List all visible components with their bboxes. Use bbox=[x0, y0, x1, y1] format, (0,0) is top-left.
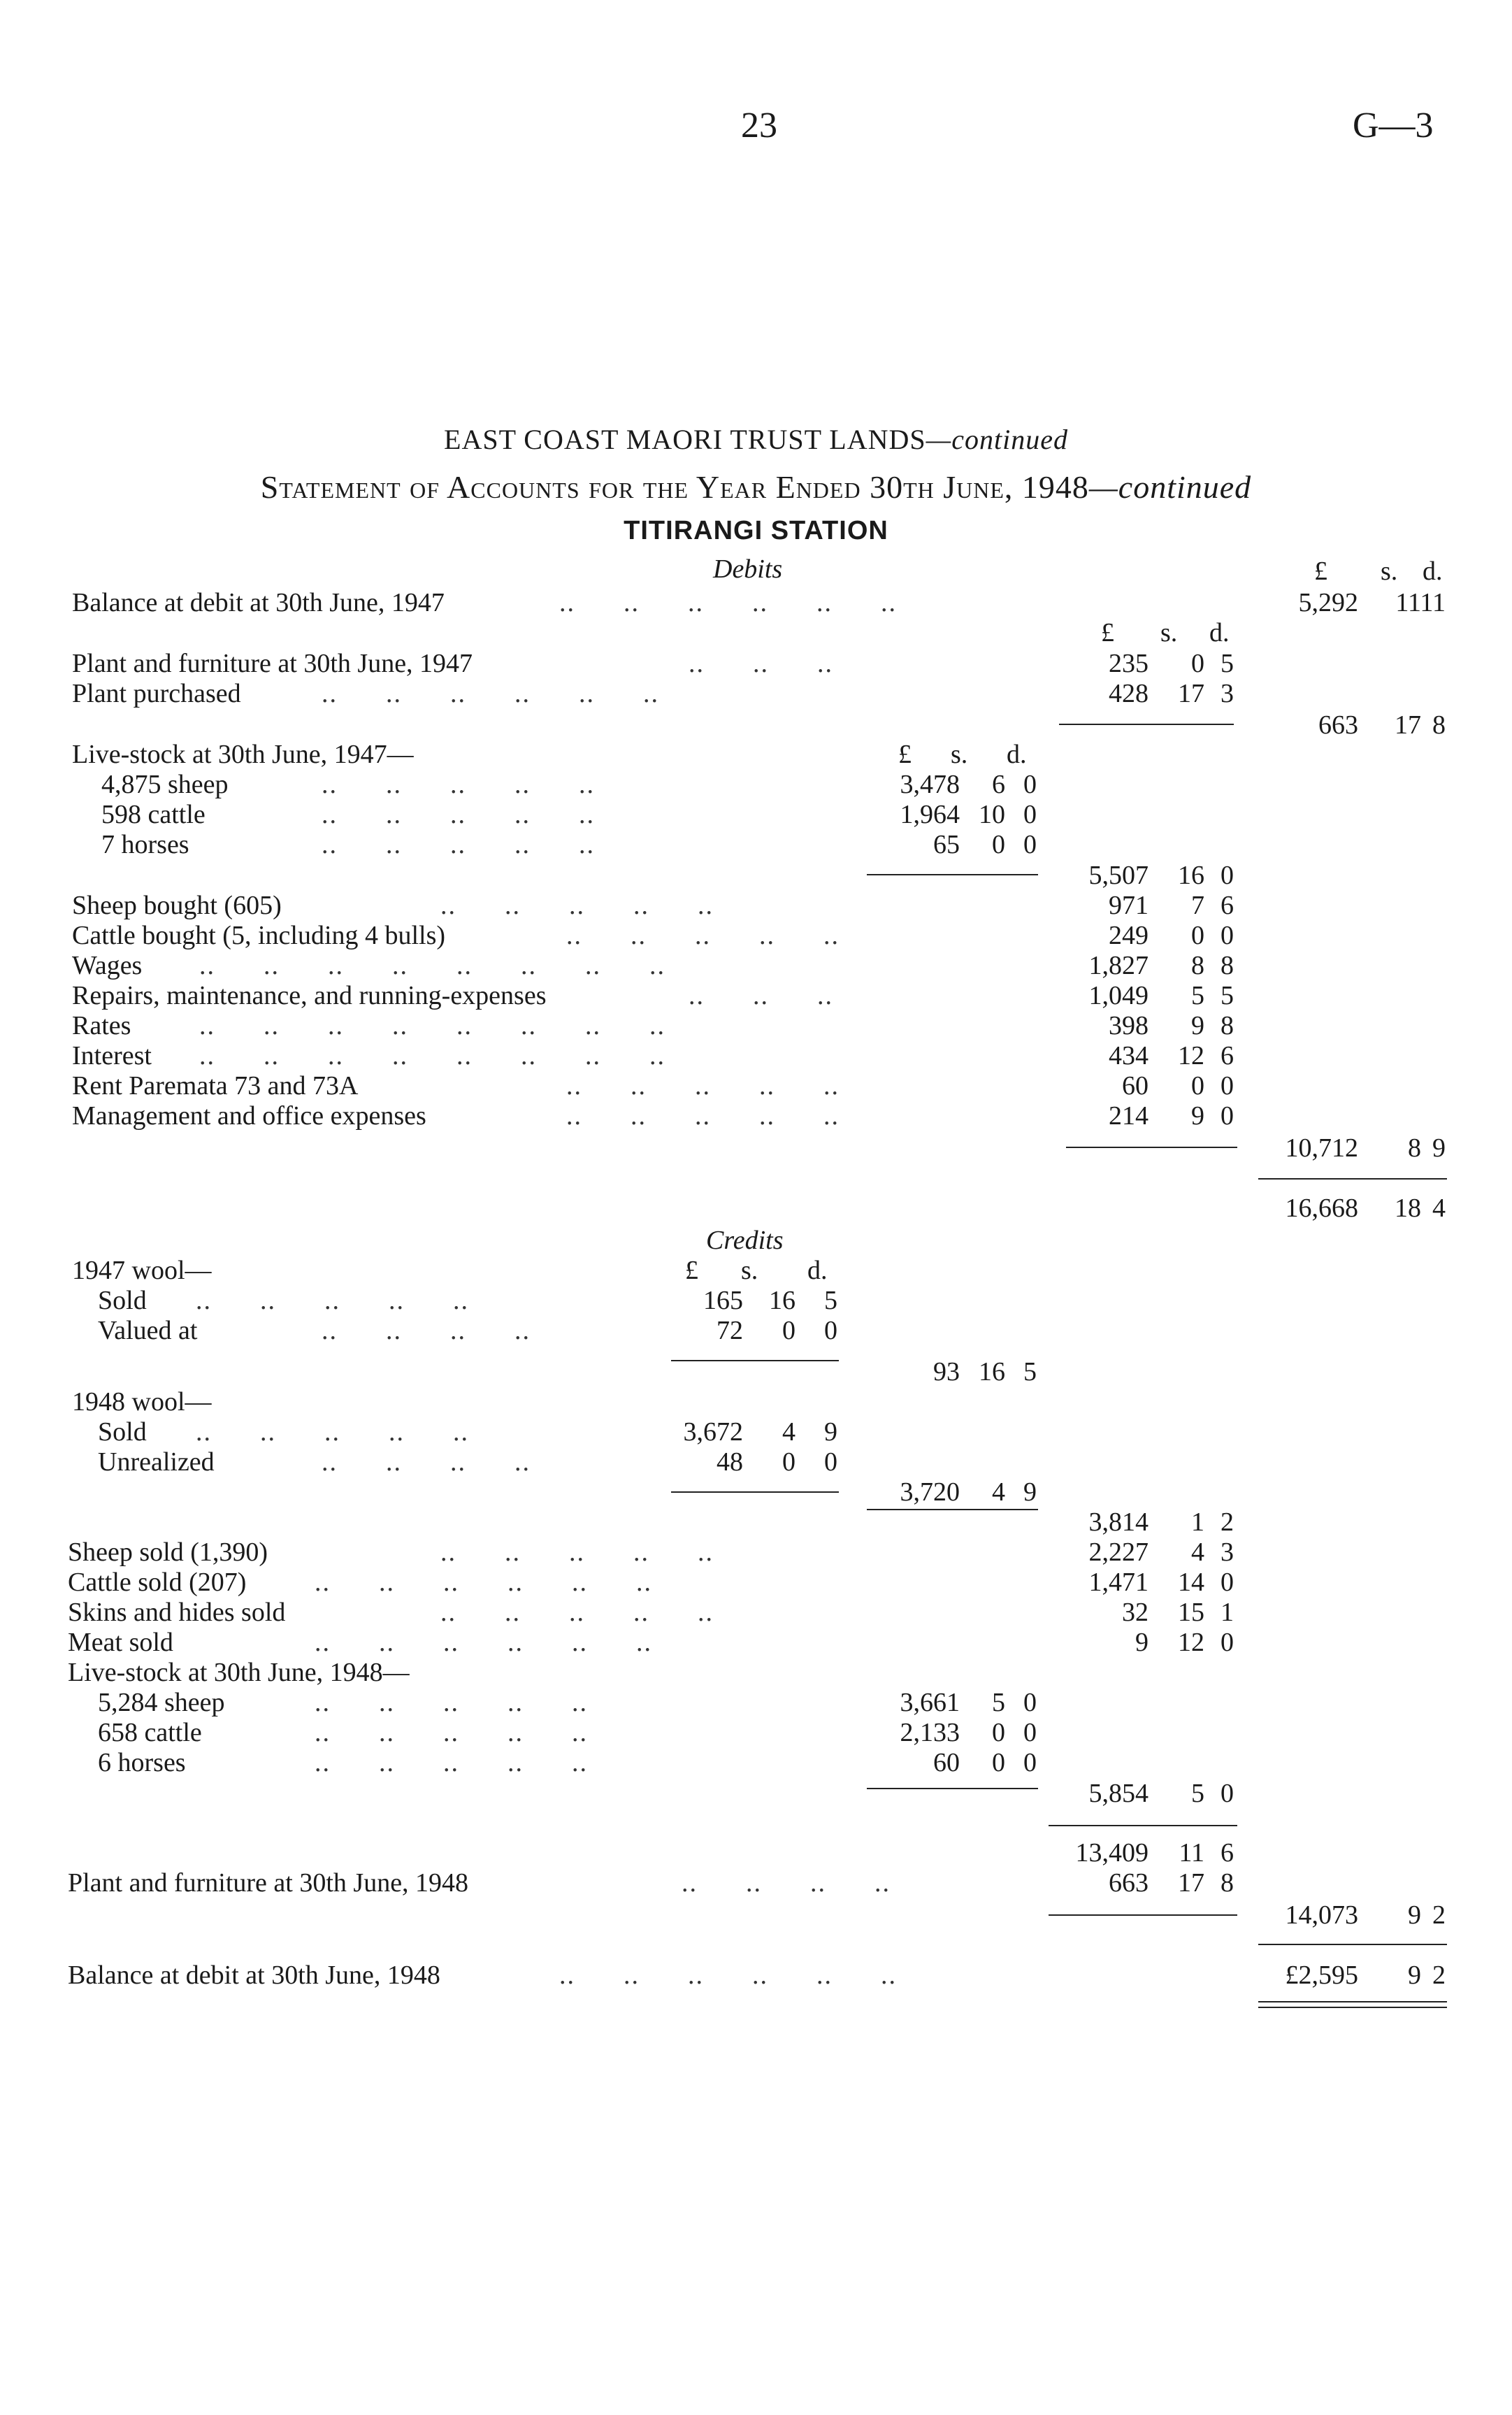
amount-pounds: 5,507 bbox=[1088, 861, 1149, 890]
amount-pounds: 3,478 bbox=[900, 770, 960, 799]
amount-pence: 5 bbox=[1221, 981, 1234, 1010]
amount-pence: 9 bbox=[1432, 1133, 1446, 1163]
leader-dots: .. .. .. .. .. bbox=[322, 800, 595, 829]
amount-shillings: 11 bbox=[1179, 1838, 1204, 1868]
balance-1947-label: Balance at debit at 30th June, 1947 bbox=[72, 588, 445, 617]
col5-pence-header: d. bbox=[1423, 557, 1443, 586]
title-main: EAST COAST MAORI TRUST LANDS bbox=[444, 424, 926, 455]
amount-shillings: 16 bbox=[769, 1286, 795, 1315]
amount-shillings: 15 bbox=[1178, 1598, 1204, 1627]
expense-label: Management and office expenses bbox=[72, 1101, 426, 1131]
amount-shillings: 10 bbox=[979, 800, 1005, 829]
leader-dots: .. .. .. bbox=[689, 649, 833, 678]
amount-shillings: 5 bbox=[992, 1688, 1005, 1717]
amount-shillings: 0 bbox=[992, 1748, 1005, 1777]
station-title: TITIRANGI STATION bbox=[624, 516, 888, 545]
leader-dots: .. .. .. .. bbox=[322, 1316, 531, 1345]
amount-pence: 3 bbox=[1221, 1538, 1234, 1567]
livestock-1947-heading: Live-stock at 30th June, 1947— bbox=[72, 740, 414, 769]
leader-dots: .. .. .. .. .. .. bbox=[559, 588, 897, 617]
leader-dots: .. .. .. bbox=[689, 981, 833, 1010]
amount-shillings: 4 bbox=[1191, 1538, 1204, 1567]
leader-dots: .. .. .. .. .. bbox=[566, 921, 840, 950]
leader-dots: .. .. .. .. .. .. .. .. bbox=[199, 1041, 665, 1070]
amount-pence: 0 bbox=[1023, 1718, 1037, 1747]
amount-pounds: 16,668 bbox=[1285, 1194, 1358, 1223]
amount-shillings: 0 bbox=[1191, 1071, 1204, 1101]
amount-shillings: 0 bbox=[1191, 921, 1204, 950]
wool-1948-heading: 1948 wool— bbox=[72, 1387, 212, 1417]
col3-shilling-header: s. bbox=[951, 740, 968, 769]
plant-1947-label: Plant and furniture at 30th June, 1947 bbox=[72, 649, 473, 678]
amount-pounds: 2,133 bbox=[900, 1718, 960, 1747]
amount-pounds: 971 bbox=[1109, 891, 1149, 920]
amount-shillings: 8 bbox=[1191, 951, 1204, 980]
amount-pounds: 72 bbox=[717, 1316, 743, 1345]
amount-pence: 6 bbox=[1221, 1838, 1234, 1868]
wool-row-label: Valued at bbox=[98, 1316, 198, 1345]
amount-shillings: 17 bbox=[1178, 679, 1204, 708]
amount-pence: 9 bbox=[1023, 1477, 1037, 1507]
amount-pence: 0 bbox=[824, 1447, 837, 1477]
amount-pounds: 663 bbox=[1109, 1868, 1149, 1898]
amount-pence: 5 bbox=[1221, 649, 1234, 678]
amount-pounds: 1,049 bbox=[1088, 981, 1149, 1010]
expense-label: Sheep bought (605) bbox=[72, 891, 282, 920]
plant-1948-label: Plant and furniture at 30th June, 1948 bbox=[68, 1868, 469, 1898]
amount-shillings: 0 bbox=[782, 1316, 795, 1345]
leader-dots: .. .. .. .. .. bbox=[315, 1748, 588, 1777]
expense-label: Rates bbox=[72, 1011, 131, 1040]
credit-label: Sheep sold (1,390) bbox=[68, 1538, 268, 1567]
amount-pounds: 3,720 bbox=[900, 1477, 960, 1507]
amount-pounds: £2,595 bbox=[1285, 1961, 1358, 1990]
amount-pounds: 3,672 bbox=[683, 1417, 743, 1447]
amount-shillings: 18 bbox=[1395, 1194, 1421, 1223]
amount-shillings: 12 bbox=[1178, 1628, 1204, 1657]
leader-dots: .. .. .. .. .. bbox=[315, 1688, 588, 1717]
credit-label: Meat sold bbox=[68, 1628, 173, 1657]
plant-purchased-label: Plant purchased bbox=[72, 679, 241, 708]
amount-pounds: 9 bbox=[1135, 1628, 1149, 1657]
amount-pounds: 32 bbox=[1122, 1598, 1149, 1627]
amount-pence: 2 bbox=[1432, 1900, 1446, 1930]
amount-shillings: 4 bbox=[992, 1477, 1005, 1507]
document-title bbox=[0, 423, 1512, 456]
total-rule bbox=[1258, 1178, 1447, 1180]
amount-pounds: 5,854 bbox=[1088, 1779, 1149, 1808]
amount-pounds: 663 bbox=[1318, 710, 1358, 740]
amount-pence: 2 bbox=[1221, 1507, 1234, 1537]
amount-pence: 8 bbox=[1221, 951, 1234, 980]
amount-shillings: 9 bbox=[1408, 1961, 1421, 1990]
amount-pounds: 249 bbox=[1109, 921, 1149, 950]
amount-pounds: 165 bbox=[703, 1286, 743, 1315]
statement-main: Statement of Accounts for the Year Ended 30th June, 1948 bbox=[260, 469, 1089, 505]
livestock-row-label: 5,284 sheep bbox=[98, 1688, 225, 1717]
amount-shillings: 17 bbox=[1395, 710, 1421, 740]
subtotal-rule bbox=[867, 874, 1038, 875]
subtotal-rule bbox=[1059, 724, 1234, 725]
amount-pounds: 398 bbox=[1109, 1011, 1149, 1040]
amount-pounds: 60 bbox=[1122, 1071, 1149, 1101]
leader-dots: .. .. .. .. .. .. bbox=[315, 1628, 652, 1657]
amount-pence: 6 bbox=[1221, 891, 1234, 920]
leader-dots: .. .. .. .. .. bbox=[566, 1071, 840, 1101]
amount-shillings: 7 bbox=[1191, 891, 1204, 920]
amount-pounds: 2,227 bbox=[1088, 1538, 1149, 1567]
amount-pounds: 235 bbox=[1109, 649, 1149, 678]
amount-shillings: 5 bbox=[1191, 1779, 1204, 1808]
amount-shillings: 11 bbox=[1395, 588, 1421, 617]
subtotal-rule bbox=[1066, 1147, 1237, 1148]
amount-pence: 0 bbox=[1221, 1071, 1234, 1101]
credit-label: Skins and hides sold bbox=[68, 1598, 286, 1627]
amount-pounds: 48 bbox=[717, 1447, 743, 1477]
amount-pence: 0 bbox=[1221, 1779, 1234, 1808]
amount-pence: 0 bbox=[1221, 1568, 1234, 1597]
amount-pence: 0 bbox=[1023, 830, 1037, 859]
title-suffix: —continued bbox=[926, 424, 1068, 455]
amount-pence: 8 bbox=[1432, 710, 1446, 740]
amount-pounds: 428 bbox=[1109, 679, 1149, 708]
col3-pence-header: d. bbox=[1007, 740, 1027, 769]
leader-dots: .. .. .. .. bbox=[682, 1868, 891, 1898]
double-total-rule bbox=[1258, 2001, 1447, 2008]
amount-pence: 0 bbox=[1023, 1748, 1037, 1777]
amount-pence: 8 bbox=[1221, 1868, 1234, 1898]
livestock-row-label: 7 horses bbox=[101, 830, 189, 859]
leader-dots: .. .. .. .. .. .. .. .. bbox=[199, 1011, 665, 1040]
expense-label: Interest bbox=[72, 1041, 152, 1070]
wool-row-label: Sold bbox=[98, 1417, 147, 1447]
amount-pounds: 3,661 bbox=[900, 1688, 960, 1717]
col2-pence-header: d. bbox=[807, 1256, 828, 1285]
balance-1948-label: Balance at debit at 30th June, 1948 bbox=[68, 1961, 440, 1990]
amount-shillings: 1 bbox=[1191, 1507, 1204, 1537]
amount-pence: 0 bbox=[1221, 1101, 1234, 1131]
expense-label: Rent Paremata 73 and 73A bbox=[72, 1071, 359, 1101]
expense-label: Repairs, maintenance, and running-expenses bbox=[72, 981, 547, 1010]
amount-pence: 5 bbox=[824, 1286, 837, 1315]
col2-pound-header: £ bbox=[685, 1256, 698, 1285]
amount-pence: 0 bbox=[1023, 800, 1037, 829]
amount-pence: 0 bbox=[1221, 1628, 1234, 1657]
col5-pound-header: £ bbox=[1314, 557, 1327, 586]
debits-heading: Debits bbox=[713, 554, 783, 584]
amount-pounds: 13,409 bbox=[1075, 1838, 1149, 1868]
amount-shillings: 0 bbox=[782, 1447, 795, 1477]
leader-dots: .. .. .. .. .. .. bbox=[322, 679, 659, 708]
amount-pounds: 93 bbox=[933, 1357, 960, 1386]
amount-pounds: 1,471 bbox=[1088, 1568, 1149, 1597]
expense-label: Wages bbox=[72, 951, 143, 980]
statement-title bbox=[0, 468, 1512, 506]
wool-1947-heading: 1947 wool— bbox=[72, 1256, 212, 1285]
amount-pence: 11 bbox=[1420, 588, 1446, 617]
leader-dots: .. .. .. .. .. bbox=[440, 1598, 714, 1627]
amount-shillings: 9 bbox=[1408, 1900, 1421, 1930]
leader-dots: .. .. .. .. .. bbox=[440, 1538, 714, 1567]
amount-shillings: 9 bbox=[1191, 1011, 1204, 1040]
col3-pound-header: £ bbox=[898, 740, 912, 769]
leader-dots: .. .. .. .. .. bbox=[196, 1286, 469, 1315]
leader-dots: .. .. .. .. .. bbox=[322, 770, 595, 799]
wool-row-label: Sold bbox=[98, 1286, 147, 1315]
livestock-row-label: 658 cattle bbox=[98, 1718, 202, 1747]
amount-pence: 0 bbox=[1023, 770, 1037, 799]
leader-dots: .. .. .. .. .. bbox=[196, 1417, 469, 1447]
amount-shillings: 0 bbox=[992, 830, 1005, 859]
subtotal-rule bbox=[671, 1491, 839, 1493]
amount-pence: 2 bbox=[1432, 1961, 1446, 1990]
total-rule bbox=[1258, 1944, 1447, 1945]
amount-shillings: 14 bbox=[1178, 1568, 1204, 1597]
credit-label: Cattle sold (207) bbox=[68, 1568, 247, 1597]
amount-pence: 9 bbox=[824, 1417, 837, 1447]
subtotal-rule bbox=[671, 1360, 839, 1361]
amount-pence: 0 bbox=[1023, 1688, 1037, 1717]
wool-row-label: Unrealized bbox=[98, 1447, 215, 1477]
livestock-row-label: 4,875 sheep bbox=[101, 770, 229, 799]
leader-dots: .. .. .. .. .. bbox=[566, 1101, 840, 1131]
amount-pounds: 3,814 bbox=[1088, 1507, 1149, 1537]
subtotal-rule bbox=[867, 1788, 1038, 1789]
leader-dots: .. .. .. .. .. bbox=[322, 830, 595, 859]
amount-pounds: 1,827 bbox=[1088, 951, 1149, 980]
leader-dots: .. .. .. .. .. .. .. .. bbox=[199, 951, 665, 980]
amount-pence: 4 bbox=[1432, 1194, 1446, 1223]
statement-suffix: —continued bbox=[1088, 469, 1252, 505]
amount-pence: 0 bbox=[1221, 921, 1234, 950]
amount-pounds: 1,964 bbox=[900, 800, 960, 829]
amount-pounds: 214 bbox=[1109, 1101, 1149, 1131]
leader-dots: .. .. .. .. .. bbox=[440, 891, 714, 920]
amount-pence: 0 bbox=[1221, 861, 1234, 890]
page-reference: G—3 bbox=[1353, 106, 1434, 145]
amount-shillings: 9 bbox=[1191, 1101, 1204, 1131]
subtotal-rule bbox=[867, 1509, 1038, 1510]
leader-dots: .. .. .. .. .. bbox=[315, 1718, 588, 1747]
amount-pounds: 5,292 bbox=[1298, 588, 1358, 617]
amount-pence: 3 bbox=[1221, 679, 1234, 708]
amount-shillings: 8 bbox=[1408, 1133, 1421, 1163]
amount-shillings: 16 bbox=[979, 1357, 1005, 1386]
col2-shilling-header: s. bbox=[741, 1256, 758, 1285]
amount-pounds: 434 bbox=[1109, 1041, 1149, 1070]
amount-pounds: 14,073 bbox=[1285, 1900, 1358, 1930]
amount-pence: 1 bbox=[1221, 1598, 1234, 1627]
leader-dots: .. .. .. .. bbox=[322, 1447, 531, 1477]
amount-pence: 8 bbox=[1221, 1011, 1234, 1040]
amount-pence: 0 bbox=[824, 1316, 837, 1345]
amount-shillings: 6 bbox=[992, 770, 1005, 799]
col4-shilling-header: s. bbox=[1160, 618, 1178, 647]
expense-label: Cattle bought (5, including 4 bulls) bbox=[72, 921, 446, 950]
amount-shillings: 0 bbox=[992, 1718, 1005, 1747]
livestock-row-label: 598 cattle bbox=[101, 800, 206, 829]
amount-shillings: 12 bbox=[1178, 1041, 1204, 1070]
amount-pence: 5 bbox=[1023, 1357, 1037, 1386]
subtotal-rule bbox=[1049, 1825, 1237, 1826]
page-number: 23 bbox=[741, 106, 777, 145]
amount-shillings: 0 bbox=[1191, 649, 1204, 678]
amount-pence: 6 bbox=[1221, 1041, 1234, 1070]
subtotal-rule bbox=[1049, 1914, 1237, 1916]
amount-shillings: 17 bbox=[1178, 1868, 1204, 1898]
credits-heading: Credits bbox=[706, 1226, 784, 1255]
amount-pounds: 10,712 bbox=[1285, 1133, 1358, 1163]
leader-dots: .. .. .. .. .. .. bbox=[315, 1568, 652, 1597]
amount-shillings: 4 bbox=[782, 1417, 795, 1447]
amount-shillings: 5 bbox=[1191, 981, 1204, 1010]
amount-pounds: 65 bbox=[933, 830, 960, 859]
livestock-row-label: 6 horses bbox=[98, 1748, 186, 1777]
livestock-1948-heading: Live-stock at 30th June, 1948— bbox=[68, 1658, 410, 1687]
leader-dots: .. .. .. .. .. .. bbox=[559, 1961, 897, 1990]
col4-pence-header: d. bbox=[1209, 618, 1230, 647]
amount-shillings: 16 bbox=[1178, 861, 1204, 890]
col5-shilling-header: s. bbox=[1381, 557, 1398, 586]
col4-pound-header: £ bbox=[1101, 618, 1114, 647]
amount-pounds: 60 bbox=[933, 1748, 960, 1777]
